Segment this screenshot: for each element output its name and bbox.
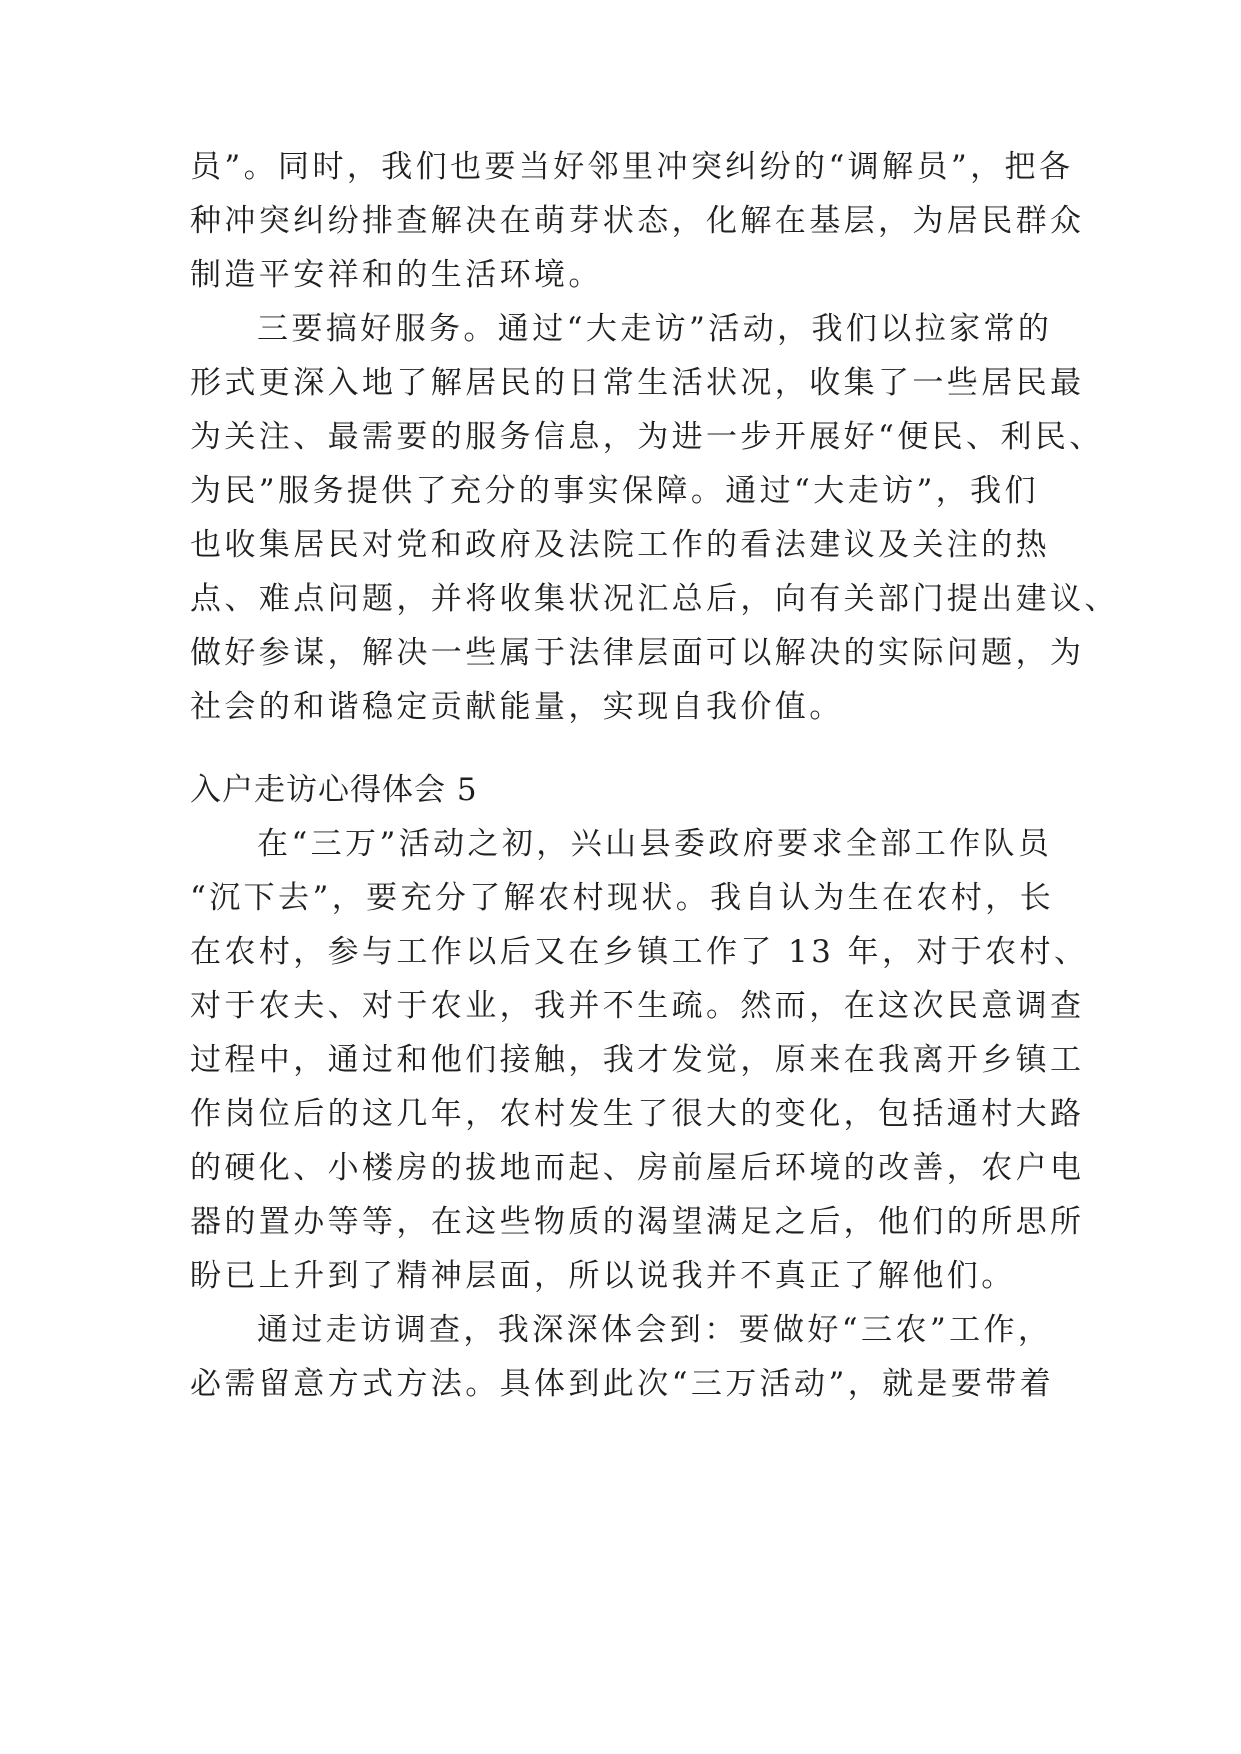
paragraph-line: 点、难点问题，并将收集状况汇总后，向有关部门提出建议、 <box>190 581 1119 617</box>
paragraph-line: 在农村，参与工作以后又在乡镇工作了 13 年，对于农村、 <box>190 934 1089 970</box>
paragraph-line: 作岗位后的这几年，农村发生了很大的变化，包括通村大路 <box>190 1096 1085 1132</box>
paragraph-line: 三要搞好服务。通过“大走访”活动，我们以拉家常的 <box>257 311 1053 347</box>
paragraph-line: 制造平安祥和的生活环境。 <box>190 257 603 293</box>
paragraph-line: 对于农夫、对于农业，我并不生疏。然而，在这次民意调查 <box>190 988 1085 1024</box>
paragraph-line: 在“三万”活动之初，兴山县委政府要求全部工作队员 <box>257 826 1053 862</box>
paragraph-line: 器的置办等等，在这些物质的渴望满足之后，他们的所思所 <box>190 1204 1085 1240</box>
paragraph-line: 做好参谋，解决一些属于法律层面可以解决的实际问题，为 <box>190 635 1085 671</box>
paragraph-line: 形式更深入地了解居民的日常生活状况，收集了一些居民最 <box>190 365 1085 401</box>
section-heading: 入户走访心得体会 5 <box>190 772 478 808</box>
paragraph-line: 必需留意方式方法。具体到此次“三万活动”，就是要带着 <box>190 1366 1055 1402</box>
paragraph-line: 盼已上升到了精神层面，所以说我并不真正了解他们。 <box>190 1258 1016 1294</box>
paragraph-line: 过程中，通过和他们接触，我才发觉，原来在我离开乡镇工 <box>190 1042 1085 1078</box>
paragraph-line: 也收集居民对党和政府及法院工作的看法建议及关注的热 <box>190 527 1050 563</box>
paragraph-line: 种冲突纠纷排查解决在萌芽状态，化解在基层，为居民群众 <box>190 203 1085 239</box>
paragraph-line: 通过走访调查，我深深体会到：要做好“三农”工作， <box>257 1312 1053 1348</box>
paragraph-line: 的硬化、小楼房的拔地而起、房前屋后环境的改善，农户电 <box>190 1150 1085 1186</box>
paragraph-line: 为民”服务提供了充分的事实保障。通过“大走访”，我们 <box>190 473 1039 509</box>
paragraph-line: 为关注、最需要的服务信息，为进一步开展好“便民、利民、 <box>190 419 1104 455</box>
paragraph-line: 社会的和谐稳定贡献能量，实现自我价值。 <box>190 689 844 725</box>
paragraph-line: “沉下去”，要充分了解农村现状。我自认为生在农村，长 <box>190 880 1055 916</box>
paragraph-line: 员”。同时，我们也要当好邻里冲突纠纷的“调解员”，把各 <box>190 149 1074 185</box>
